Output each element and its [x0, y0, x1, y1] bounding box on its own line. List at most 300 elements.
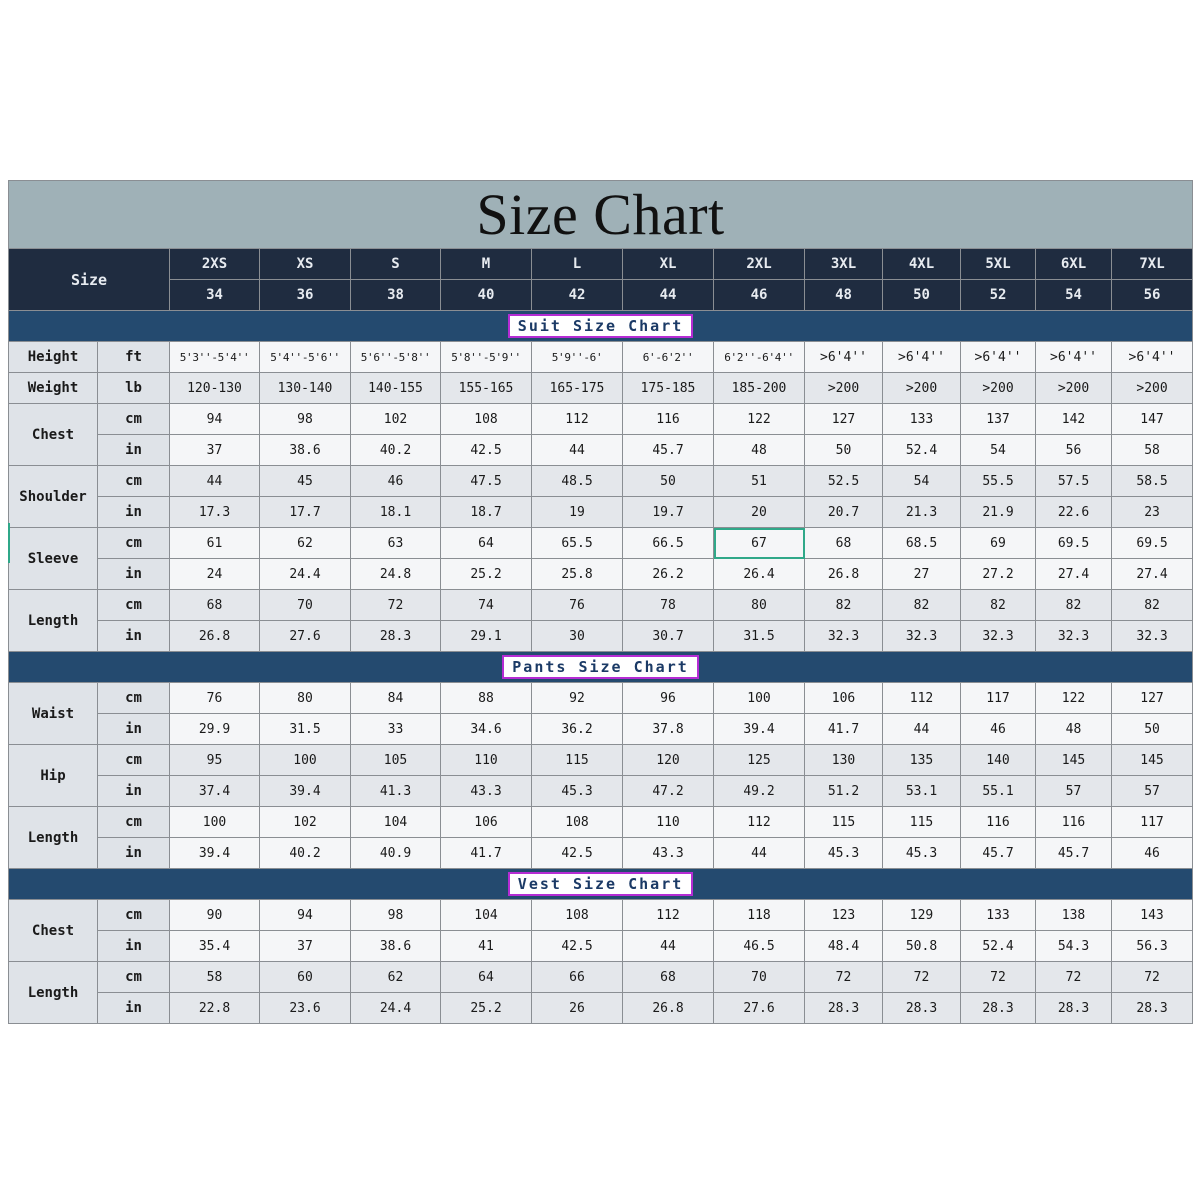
value-cell: 82 [1112, 590, 1193, 621]
selection-edge-marker [8, 523, 10, 563]
value-cell: 37 [170, 435, 260, 466]
value-cell: 90 [170, 900, 260, 931]
value-cell: >200 [1112, 373, 1193, 404]
value-cell: 52.5 [805, 466, 883, 497]
value-cell: 42.5 [532, 838, 623, 869]
value-cell: 57 [1112, 776, 1193, 807]
size-number-38: 38 [351, 280, 441, 311]
value-cell: 44 [532, 435, 623, 466]
value-cell: 94 [170, 404, 260, 435]
value-cell: 26.8 [623, 993, 714, 1024]
value-cell: 127 [805, 404, 883, 435]
size-number-46: 46 [714, 280, 805, 311]
size-number-36: 36 [260, 280, 351, 311]
value-cell: 45.7 [1036, 838, 1112, 869]
value-cell: 36.2 [532, 714, 623, 745]
value-cell: 39.4 [714, 714, 805, 745]
table-row [9, 900, 1193, 931]
measure-label: Length [9, 962, 98, 1024]
value-cell: 140 [961, 745, 1036, 776]
value-cell: 20.7 [805, 497, 883, 528]
value-cell: >200 [805, 373, 883, 404]
value-cell: 31.5 [714, 621, 805, 652]
value-cell: 116 [1036, 807, 1112, 838]
size-code-xs: XS [260, 249, 351, 280]
value-cell: 49.2 [714, 776, 805, 807]
size-code-5xl: 5XL [961, 249, 1036, 280]
unit-label: cm [98, 404, 170, 435]
size-code-3xl: 3XL [805, 249, 883, 280]
value-cell: 112 [532, 404, 623, 435]
value-cell: 28.3 [883, 993, 961, 1024]
value-cell: 133 [961, 900, 1036, 931]
value-cell: 44 [714, 838, 805, 869]
value-cell: 43.3 [623, 838, 714, 869]
value-cell: 55.1 [961, 776, 1036, 807]
table-row [9, 745, 1193, 776]
table-row [9, 466, 1193, 497]
value-cell: 24 [170, 559, 260, 590]
size-code-7xl: 7XL [1112, 249, 1193, 280]
value-cell: 27.4 [1112, 559, 1193, 590]
measure-label: Sleeve [9, 528, 98, 590]
size-header-label: Size [9, 249, 170, 311]
section-header [9, 869, 1193, 900]
value-cell: 24.4 [351, 993, 441, 1024]
value-cell: 82 [883, 590, 961, 621]
value-cell: 44 [623, 931, 714, 962]
measure-label: Length [9, 807, 98, 869]
value-cell: 72 [961, 962, 1036, 993]
value-cell: 106 [441, 807, 532, 838]
value-cell: 5'4''-5'6'' [260, 342, 351, 373]
value-cell: 108 [441, 404, 532, 435]
value-cell: 155-165 [441, 373, 532, 404]
value-cell: 123 [805, 900, 883, 931]
unit-label: cm [98, 590, 170, 621]
size-code-l: L [532, 249, 623, 280]
value-cell: 76 [170, 683, 260, 714]
value-cell: 46 [1112, 838, 1193, 869]
unit-label: in [98, 993, 170, 1024]
value-cell: 98 [260, 404, 351, 435]
value-cell: 41.7 [441, 838, 532, 869]
value-cell: 39.4 [260, 776, 351, 807]
value-cell: 72 [1036, 962, 1112, 993]
value-cell: 41.3 [351, 776, 441, 807]
value-cell: 28.3 [351, 621, 441, 652]
value-cell: >200 [961, 373, 1036, 404]
value-cell: 48.5 [532, 466, 623, 497]
value-cell: 25.2 [441, 559, 532, 590]
value-cell: 45.3 [532, 776, 623, 807]
value-cell: 125 [714, 745, 805, 776]
measure-label: Hip [9, 745, 98, 807]
size-code-2xl: 2XL [714, 249, 805, 280]
value-cell: 72 [351, 590, 441, 621]
value-cell: 46 [961, 714, 1036, 745]
value-cell: 68 [805, 528, 883, 559]
value-cell: 5'3''-5'4'' [170, 342, 260, 373]
value-cell: 43.3 [441, 776, 532, 807]
value-cell: 112 [883, 683, 961, 714]
value-cell: 47.5 [441, 466, 532, 497]
value-cell: 27 [883, 559, 961, 590]
value-cell: 78 [623, 590, 714, 621]
value-cell: 22.6 [1036, 497, 1112, 528]
value-cell: 45.7 [623, 435, 714, 466]
value-cell: 42.5 [532, 931, 623, 962]
value-cell: 23 [1112, 497, 1193, 528]
value-cell: 20 [714, 497, 805, 528]
value-cell: 41.7 [805, 714, 883, 745]
value-cell: 84 [351, 683, 441, 714]
value-cell: 110 [441, 745, 532, 776]
value-cell: 45.7 [961, 838, 1036, 869]
measure-label: Waist [9, 683, 98, 745]
value-cell: 40.2 [351, 435, 441, 466]
value-cell: 96 [623, 683, 714, 714]
value-cell: 22.8 [170, 993, 260, 1024]
value-cell: 72 [1112, 962, 1193, 993]
unit-label: in [98, 559, 170, 590]
value-cell: 64 [441, 962, 532, 993]
title-text: Size Chart [476, 182, 725, 247]
section-header-row [9, 869, 1193, 900]
value-cell: 105 [351, 745, 441, 776]
table-row [9, 838, 1193, 869]
value-cell: 21.9 [961, 497, 1036, 528]
value-cell: 140-155 [351, 373, 441, 404]
table-row [9, 590, 1193, 621]
value-cell: 117 [1112, 807, 1193, 838]
number-header-row [9, 280, 1193, 311]
value-cell: 17.7 [260, 497, 351, 528]
value-cell: 5'9''-6' [532, 342, 623, 373]
value-cell: 100 [714, 683, 805, 714]
measure-label: Chest [9, 404, 98, 466]
value-cell: 30.7 [623, 621, 714, 652]
value-cell: 80 [714, 590, 805, 621]
table-row [9, 807, 1193, 838]
value-cell: 45.3 [805, 838, 883, 869]
value-cell: 129 [883, 900, 961, 931]
value-cell: 26.2 [623, 559, 714, 590]
unit-label: cm [98, 466, 170, 497]
table-row [9, 962, 1193, 993]
unit-label: in [98, 931, 170, 962]
value-cell: 185-200 [714, 373, 805, 404]
value-cell: 115 [883, 807, 961, 838]
value-cell: 26.8 [805, 559, 883, 590]
value-cell: 37 [260, 931, 351, 962]
value-cell: 98 [351, 900, 441, 931]
value-cell: 30 [532, 621, 623, 652]
unit-label: in [98, 838, 170, 869]
value-cell: 68.5 [883, 528, 961, 559]
value-cell: 70 [714, 962, 805, 993]
size-code-4xl: 4XL [883, 249, 961, 280]
size-number-48: 48 [805, 280, 883, 311]
value-cell: 67 [714, 528, 805, 559]
value-cell: 57 [1036, 776, 1112, 807]
value-cell: 62 [260, 528, 351, 559]
measure-label: Shoulder [9, 466, 98, 528]
value-cell: 69.5 [1036, 528, 1112, 559]
page-title [9, 181, 1193, 249]
value-cell: 46 [351, 466, 441, 497]
value-cell: 64 [441, 528, 532, 559]
value-cell: 5'8''-5'9'' [441, 342, 532, 373]
value-cell: 26 [532, 993, 623, 1024]
size-number-54: 54 [1036, 280, 1112, 311]
value-cell: 28.3 [961, 993, 1036, 1024]
value-cell: 133 [883, 404, 961, 435]
value-cell: 102 [260, 807, 351, 838]
table-row [9, 559, 1193, 590]
value-cell: 165-175 [532, 373, 623, 404]
value-cell: 122 [714, 404, 805, 435]
value-cell: 58 [170, 962, 260, 993]
measure-label: Length [9, 590, 98, 652]
value-cell: 66.5 [623, 528, 714, 559]
size-number-42: 42 [532, 280, 623, 311]
size-number-44: 44 [623, 280, 714, 311]
size-number-40: 40 [441, 280, 532, 311]
value-cell: 104 [441, 900, 532, 931]
value-cell: 120 [623, 745, 714, 776]
value-cell: 108 [532, 807, 623, 838]
value-cell: 106 [805, 683, 883, 714]
value-cell: 46.5 [714, 931, 805, 962]
table-row [9, 497, 1193, 528]
section-header-row [9, 311, 1193, 342]
value-cell: 25.2 [441, 993, 532, 1024]
value-cell: 145 [1112, 745, 1193, 776]
title-row [9, 181, 1193, 249]
value-cell: 143 [1112, 900, 1193, 931]
value-cell: 24.4 [260, 559, 351, 590]
value-cell: >200 [883, 373, 961, 404]
value-cell: 108 [532, 900, 623, 931]
measure-label: Chest [9, 900, 98, 962]
value-cell: >6'4'' [961, 342, 1036, 373]
value-cell: 147 [1112, 404, 1193, 435]
value-cell: 50 [1112, 714, 1193, 745]
value-cell: 26.8 [170, 621, 260, 652]
value-cell: 137 [961, 404, 1036, 435]
value-cell: 76 [532, 590, 623, 621]
table-row [9, 528, 1193, 559]
value-cell: 32.3 [1036, 621, 1112, 652]
value-cell: 38.6 [260, 435, 351, 466]
size-chart-table [8, 180, 1193, 1024]
unit-label: lb [98, 373, 170, 404]
value-cell: 127 [1112, 683, 1193, 714]
value-cell: 112 [714, 807, 805, 838]
value-cell: 57.5 [1036, 466, 1112, 497]
table-row [9, 435, 1193, 466]
value-cell: 52.4 [961, 931, 1036, 962]
value-cell: 27.2 [961, 559, 1036, 590]
unit-label: cm [98, 528, 170, 559]
value-cell: 145 [1036, 745, 1112, 776]
value-cell: >6'4'' [1036, 342, 1112, 373]
value-cell: 115 [532, 745, 623, 776]
value-cell: 56.3 [1112, 931, 1193, 962]
value-cell: 115 [805, 807, 883, 838]
value-cell: 135 [883, 745, 961, 776]
table-row [9, 993, 1193, 1024]
value-cell: 28.3 [1112, 993, 1193, 1024]
value-cell: 31.5 [260, 714, 351, 745]
size-number-34: 34 [170, 280, 260, 311]
size-code-6xl: 6XL [1036, 249, 1112, 280]
value-cell: 68 [623, 962, 714, 993]
value-cell: 25.8 [532, 559, 623, 590]
measure-label: Height [9, 342, 98, 373]
value-cell: 58 [1112, 435, 1193, 466]
table-row [9, 776, 1193, 807]
value-cell: 45.3 [883, 838, 961, 869]
unit-label: ft [98, 342, 170, 373]
value-cell: 6'-6'2'' [623, 342, 714, 373]
value-cell: 138 [1036, 900, 1112, 931]
unit-label: in [98, 497, 170, 528]
value-cell: 70 [260, 590, 351, 621]
value-cell: 82 [805, 590, 883, 621]
value-cell: 47.2 [623, 776, 714, 807]
value-cell: 21.3 [883, 497, 961, 528]
section-header-row [9, 652, 1193, 683]
size-code-xl: XL [623, 249, 714, 280]
value-cell: 82 [1036, 590, 1112, 621]
value-cell: 35.4 [170, 931, 260, 962]
unit-label: in [98, 714, 170, 745]
value-cell: 88 [441, 683, 532, 714]
table-row [9, 931, 1193, 962]
section-title: Pants Size Chart [502, 655, 699, 679]
value-cell: 48.4 [805, 931, 883, 962]
value-cell: 37.4 [170, 776, 260, 807]
value-cell: 44 [170, 466, 260, 497]
unit-label: cm [98, 962, 170, 993]
unit-label: cm [98, 683, 170, 714]
unit-label: cm [98, 807, 170, 838]
value-cell: 19.7 [623, 497, 714, 528]
value-cell: 74 [441, 590, 532, 621]
value-cell: 53.1 [883, 776, 961, 807]
value-cell: 29.1 [441, 621, 532, 652]
value-cell: 32.3 [961, 621, 1036, 652]
value-cell: 54 [883, 466, 961, 497]
value-cell: 82 [961, 590, 1036, 621]
size-number-50: 50 [883, 280, 961, 311]
value-cell: 42.5 [441, 435, 532, 466]
value-cell: 27.6 [714, 993, 805, 1024]
value-cell: 32.3 [1112, 621, 1193, 652]
value-cell: 95 [170, 745, 260, 776]
value-cell: 130-140 [260, 373, 351, 404]
value-cell: 48 [714, 435, 805, 466]
value-cell: 39.4 [170, 838, 260, 869]
value-cell: 112 [623, 900, 714, 931]
measure-label: Weight [9, 373, 98, 404]
value-cell: 17.3 [170, 497, 260, 528]
value-cell: >6'4'' [1112, 342, 1193, 373]
table-row [9, 373, 1193, 404]
value-cell: 24.8 [351, 559, 441, 590]
value-cell: 54.3 [1036, 931, 1112, 962]
value-cell: >6'4'' [805, 342, 883, 373]
value-cell: 52.4 [883, 435, 961, 466]
value-cell: 62 [351, 962, 441, 993]
section-header [9, 652, 1193, 683]
size-header-row [9, 249, 1193, 280]
value-cell: 40.2 [260, 838, 351, 869]
value-cell: 19 [532, 497, 623, 528]
value-cell: 142 [1036, 404, 1112, 435]
size-code-s: S [351, 249, 441, 280]
value-cell: 51 [714, 466, 805, 497]
value-cell: 44 [883, 714, 961, 745]
value-cell: 27.6 [260, 621, 351, 652]
unit-label: cm [98, 900, 170, 931]
value-cell: 92 [532, 683, 623, 714]
value-cell: 102 [351, 404, 441, 435]
value-cell: 100 [170, 807, 260, 838]
value-cell: 116 [961, 807, 1036, 838]
unit-label: in [98, 621, 170, 652]
value-cell: 116 [623, 404, 714, 435]
value-cell: 94 [260, 900, 351, 931]
unit-label: cm [98, 745, 170, 776]
value-cell: 32.3 [805, 621, 883, 652]
value-cell: 60 [260, 962, 351, 993]
value-cell: 29.9 [170, 714, 260, 745]
table-row [9, 342, 1193, 373]
table-row [9, 621, 1193, 652]
value-cell: 38.6 [351, 931, 441, 962]
value-cell: 51.2 [805, 776, 883, 807]
value-cell: 100 [260, 745, 351, 776]
value-cell: 130 [805, 745, 883, 776]
value-cell: 23.6 [260, 993, 351, 1024]
value-cell: 80 [260, 683, 351, 714]
value-cell: 28.3 [1036, 993, 1112, 1024]
value-cell: 50 [805, 435, 883, 466]
value-cell: 27.4 [1036, 559, 1112, 590]
value-cell: 104 [351, 807, 441, 838]
value-cell: 45 [260, 466, 351, 497]
value-cell: 72 [805, 962, 883, 993]
value-cell: 34.6 [441, 714, 532, 745]
unit-label: in [98, 435, 170, 466]
section-title: Vest Size Chart [508, 872, 693, 896]
value-cell: 18.1 [351, 497, 441, 528]
value-cell: 118 [714, 900, 805, 931]
value-cell: >6'4'' [883, 342, 961, 373]
value-cell: 32.3 [883, 621, 961, 652]
value-cell: 72 [883, 962, 961, 993]
value-cell: 120-130 [170, 373, 260, 404]
value-cell: 18.7 [441, 497, 532, 528]
value-cell: 41 [441, 931, 532, 962]
value-cell: 6'2''-6'4'' [714, 342, 805, 373]
unit-label: in [98, 776, 170, 807]
size-number-52: 52 [961, 280, 1036, 311]
table-row [9, 714, 1193, 745]
